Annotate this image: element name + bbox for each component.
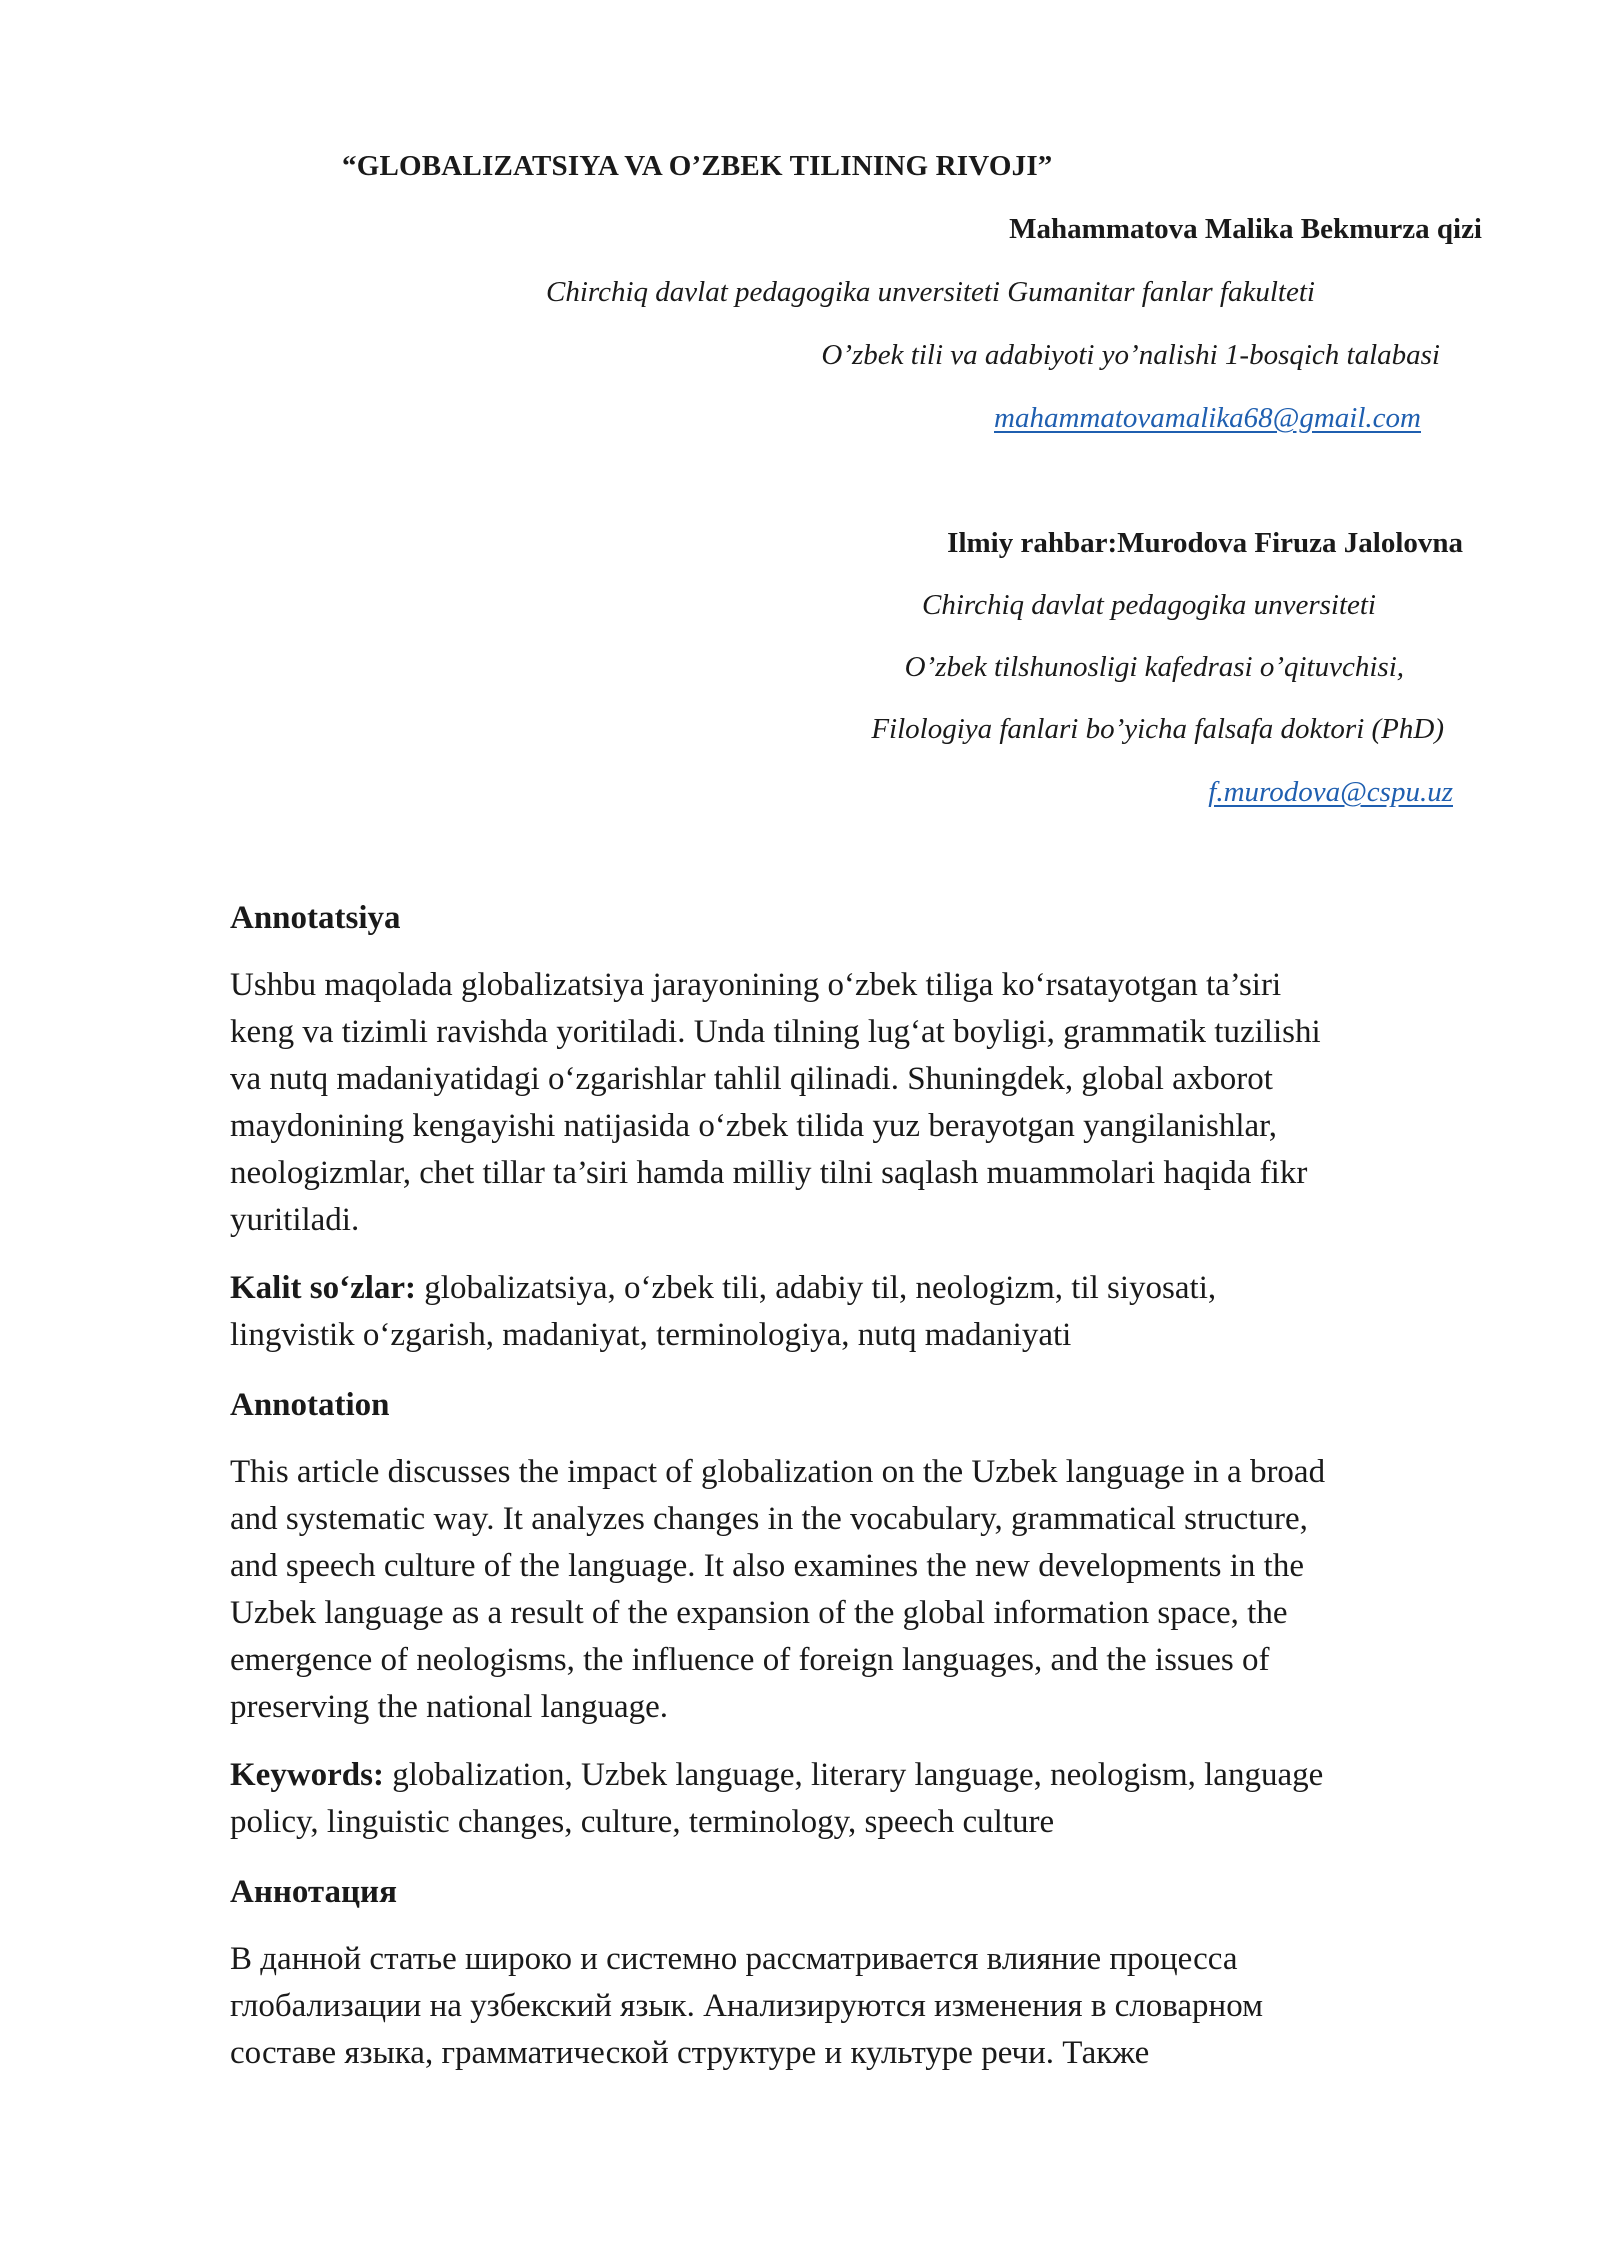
abstract-uz-text — [230, 962, 1500, 1244]
keywords-uz-list: globalizatsiya, o‘zbek tili, adabiy til, neologizm, til siyosati, — [416, 1270, 1217, 1306]
abstract-en-line: and speech culture of the language. It also examines the new developments in the — [230, 1548, 1304, 1584]
author-affiliation-program: O’zbek tili va adabiyoti yo’nalishi 1-bosqich talabasi — [821, 339, 1440, 371]
author-email-link[interactable]: mahammatovamalika68@gmail.com — [994, 402, 1421, 434]
abstract-en-line: and systematic way. It analyzes changes in the vocabulary, grammatical structure, — [230, 1501, 1308, 1537]
advisor-affiliation-university: Chirchiq davlat pedagogika unversiteti — [922, 589, 1376, 621]
abstract-en-line: Uzbek language as a result of the expansion of the global information space, the — [230, 1595, 1288, 1631]
keywords-uz-list-cont: lingvistik o‘zgarish, madaniyat, terminologiya, nutq madaniyati — [230, 1317, 1072, 1353]
abstract-uz-line: yuritiladi. — [230, 1202, 360, 1238]
keywords-uz-label: Kalit so‘zlar: — [230, 1270, 417, 1306]
abstract-en-text — [230, 1449, 1500, 1731]
abstract-ru-section — [230, 1872, 1500, 1912]
advisor-name: Ilmiy rahbar:Murodova Firuza Jalolovna — [947, 527, 1463, 559]
abstract-uz-line: neologizmlar, chet tillar ta’siri hamda milliy tilni saqlash muammolari haqida fikr — [230, 1155, 1308, 1191]
keywords-en-label: Keywords: — [230, 1757, 384, 1793]
keywords-en-list-cont: policy, linguistic changes, culture, terminology, speech culture — [230, 1804, 1055, 1840]
keywords-en — [230, 1752, 1500, 1846]
abstract-ru-line: глобализации на узбекский язык. Анализируются изменения в словарном — [230, 1988, 1263, 2024]
abstract-uz-heading: Annotatsiya — [230, 900, 401, 936]
abstract-en-line: preserving the national language. — [230, 1689, 669, 1725]
abstract-ru-line: В данной статье широко и системно рассматривается влияние процесса — [230, 1941, 1238, 1977]
author-name: Mahammatova Malika Bekmurza qizi — [1009, 213, 1482, 245]
abstract-ru-heading: Аннотация — [230, 1874, 397, 1910]
abstract-uz-line: Ushbu maqolada globalizatsiya jarayonining o‘zbek tiliga ko‘rsatayotgan ta’siri — [230, 967, 1282, 1003]
abstract-uz-line: maydonining kengayishi natijasida o‘zbek tilida yuz berayotgan yangilanishlar, — [230, 1108, 1278, 1144]
abstract-ru-line: составе языка, грамматической структуре и культуре речи. Также — [230, 2035, 1150, 2071]
abstract-ru-text — [230, 1936, 1500, 2077]
abstract-uz-line: keng va tizimli ravishda yoritiladi. Unda tilning lug‘at boyligi, grammatik tuzilishi — [230, 1014, 1321, 1050]
keywords-en-list: globalization, Uzbek language, literary language, neologism, language — [383, 1757, 1324, 1793]
abstract-en-line: This article discusses the impact of globalization on the Uzbek language in a broad — [230, 1454, 1326, 1490]
abstract-uz-line: va nutq madaniyatidagi o‘zgarishlar tahlil qilinadi. Shuningdek, global axborot — [230, 1061, 1273, 1097]
advisor-affiliation-department: O’zbek tilshunosligi kafedrasi o’qituvchisi, — [904, 651, 1404, 683]
keywords-uz — [230, 1265, 1500, 1359]
abstract-en-line: emergence of neologisms, the influence of foreign languages, and the issues of — [230, 1642, 1270, 1678]
author-affiliation-university: Chirchiq davlat pedagogika unversiteti Gumanitar fanlar fakulteti — [546, 276, 1315, 308]
abstract-en-heading: Annotation — [230, 1387, 390, 1423]
advisor-affiliation-degree: Filologiya fanlari bo’yicha falsafa doktori (PhD) — [871, 713, 1444, 745]
abstract-en-section — [230, 1385, 1500, 1425]
advisor-email-link[interactable]: f.murodova@cspu.uz — [1208, 776, 1453, 808]
abstract-uz-section — [230, 898, 1500, 938]
article-title: “GLOBALIZATSIYA VA O’ZBEK TILINING RIVOJI” — [342, 150, 1053, 182]
